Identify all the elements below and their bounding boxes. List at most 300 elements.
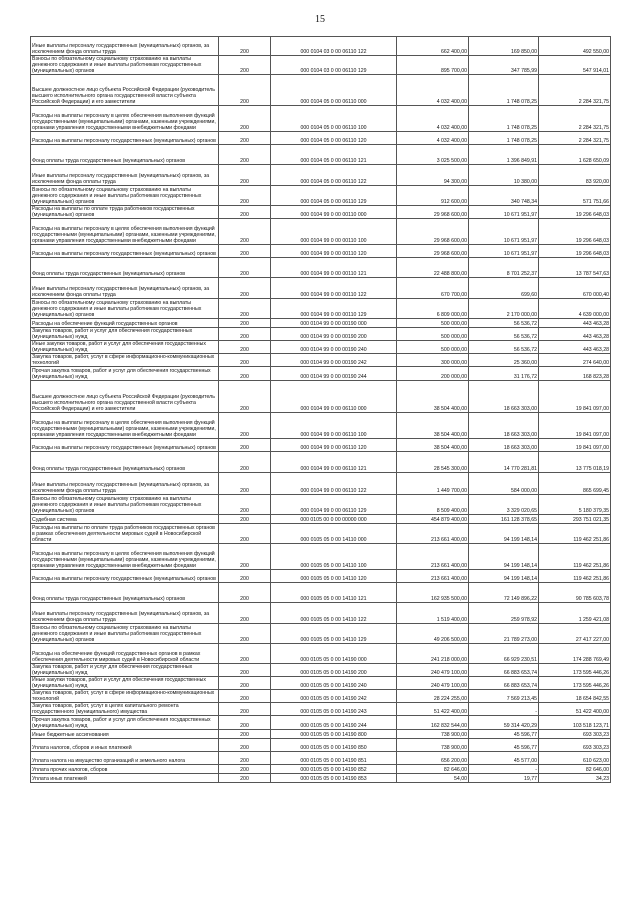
approved-appropriations-cell: 162 935 500,00 bbox=[397, 583, 469, 603]
approved-appropriations-cell: 738 900,00 bbox=[397, 730, 469, 739]
line-code-cell: 200 bbox=[219, 515, 271, 524]
line-code-cell: 200 bbox=[219, 703, 271, 716]
line-code-cell: 200 bbox=[219, 690, 271, 703]
unexecuted-amount-cell: 2 284 321,75 bbox=[539, 75, 611, 106]
expense-name-cell: Расходы на выплаты персоналу в целях обеспечения выполнения функций государственными (муниципальными) органами, казенными учреждениями, органами управления государственными внебюджетными фондами bbox=[31, 544, 219, 570]
table-row bbox=[31, 145, 611, 165]
expense-name-cell: Уплата иных платежей bbox=[31, 774, 219, 783]
approved-appropriations-cell: 49 206 500,00 bbox=[397, 624, 469, 644]
line-code-cell: 200 bbox=[219, 186, 271, 206]
expense-name-cell: Уплата налога на имущество организаций и земельного налога bbox=[31, 752, 219, 765]
expense-name-cell: Закупка товаров, работ, услуг в сфере информационно-коммуникационных технологий bbox=[31, 354, 219, 367]
page-number: 15 bbox=[315, 14, 325, 25]
table-row bbox=[31, 299, 611, 319]
approved-appropriations-cell: 8 509 400,00 bbox=[397, 495, 469, 515]
unexecuted-amount-cell: 443 463,28 bbox=[539, 328, 611, 341]
budget-classification-code-cell: 000 0105 05 0 00 14190 850 bbox=[271, 739, 397, 752]
line-code-cell: 200 bbox=[219, 495, 271, 515]
unexecuted-amount-cell: 119 462 251,86 bbox=[539, 524, 611, 544]
line-code-cell: 200 bbox=[219, 56, 271, 75]
approved-appropriations-cell: 29 968 600,00 bbox=[397, 245, 469, 258]
unexecuted-amount-cell: 443 463,28 bbox=[539, 341, 611, 354]
approved-appropriations-cell: 94 300,00 bbox=[397, 165, 469, 186]
budget-classification-code-cell: 000 0104 99 0 00 06110 122 bbox=[271, 473, 397, 495]
approved-appropriations-cell: 213 661 400,00 bbox=[397, 570, 469, 583]
approved-appropriations-cell: 500 000,00 bbox=[397, 328, 469, 341]
approved-appropriations-cell: 300 000,00 bbox=[397, 354, 469, 367]
table-row bbox=[31, 524, 611, 544]
table-row bbox=[31, 774, 611, 783]
expense-name-cell: Уплата прочих налогов, сборов bbox=[31, 765, 219, 774]
expense-name-cell: Иные бюджетные ассигнования bbox=[31, 730, 219, 739]
budget-classification-code-cell: 000 0105 05 0 00 14110 100 bbox=[271, 544, 397, 570]
approved-appropriations-cell: 28 224 255,00 bbox=[397, 690, 469, 703]
executed-amount-cell: 19,77 bbox=[469, 774, 539, 783]
approved-appropriations-cell: 162 832 544,00 bbox=[397, 716, 469, 730]
table-row bbox=[31, 381, 611, 413]
executed-amount-cell: 45 596,77 bbox=[469, 739, 539, 752]
table-row bbox=[31, 206, 611, 219]
expense-name-cell: Расходы на выплаты персоналу в целях обеспечения выполнения функций государственными (муниципальными) органами, казенными учреждениями, органами управления государственными внебюджетными фондами bbox=[31, 106, 219, 132]
unexecuted-amount-cell: 5 180 379,35 bbox=[539, 495, 611, 515]
table-row bbox=[31, 367, 611, 381]
unexecuted-amount-cell: 18 654 842,55 bbox=[539, 690, 611, 703]
budget-classification-code-cell: 000 0105 05 0 00 14190 851 bbox=[271, 752, 397, 765]
unexecuted-amount-cell: 174 288 769,49 bbox=[539, 644, 611, 664]
executed-amount-cell: 10 380,00 bbox=[469, 165, 539, 186]
approved-appropriations-cell: 1 449 700,00 bbox=[397, 473, 469, 495]
approved-appropriations-cell: 4 032 400,00 bbox=[397, 75, 469, 106]
executed-amount-cell: 31 176,72 bbox=[469, 367, 539, 381]
table-row bbox=[31, 319, 611, 328]
unexecuted-amount-cell: 90 785 603,78 bbox=[539, 583, 611, 603]
unexecuted-amount-cell: 865 699,45 bbox=[539, 473, 611, 495]
expense-name-cell: Иные выплаты персоналу государственных (муниципальных) органов, за исключением фонда оплаты труда bbox=[31, 473, 219, 495]
table-row bbox=[31, 603, 611, 624]
line-code-cell: 200 bbox=[219, 730, 271, 739]
budget-classification-code-cell: 000 0105 05 0 00 14110 000 bbox=[271, 524, 397, 544]
budget-classification-code-cell: 000 0104 99 0 00 00110 000 bbox=[271, 206, 397, 219]
table-row bbox=[31, 245, 611, 258]
unexecuted-amount-cell: 19 841 097,00 bbox=[539, 439, 611, 452]
line-code-cell: 200 bbox=[219, 37, 271, 56]
budget-classification-code-cell: 000 0105 05 0 00 14110 121 bbox=[271, 583, 397, 603]
line-code-cell: 200 bbox=[219, 583, 271, 603]
budget-classification-code-cell: 000 0105 05 0 00 14190 852 bbox=[271, 765, 397, 774]
unexecuted-amount-cell: 547 914,01 bbox=[539, 56, 611, 75]
budget-classification-code-cell: 000 0104 99 0 00 06110 121 bbox=[271, 452, 397, 473]
table-row bbox=[31, 644, 611, 664]
expense-name-cell: Взносы по обязательному социальному страхованию на выплаты денежного содержания и иные выплаты работникам государственных (муниципальных) органов bbox=[31, 299, 219, 319]
table-row bbox=[31, 328, 611, 341]
approved-appropriations-cell: 28 545 300,00 bbox=[397, 452, 469, 473]
approved-appropriations-cell: 200 000,00 bbox=[397, 367, 469, 381]
unexecuted-amount-cell: 693 303,23 bbox=[539, 739, 611, 752]
line-code-cell: 200 bbox=[219, 624, 271, 644]
line-code-cell: 200 bbox=[219, 570, 271, 583]
executed-amount-cell: 94 199 148,14 bbox=[469, 570, 539, 583]
line-code-cell: 200 bbox=[219, 245, 271, 258]
unexecuted-amount-cell: 82 646,00 bbox=[539, 765, 611, 774]
budget-classification-code-cell: 000 0104 05 0 00 06110 120 bbox=[271, 132, 397, 145]
unexecuted-amount-cell: 670 000,40 bbox=[539, 278, 611, 299]
line-code-cell: 200 bbox=[219, 439, 271, 452]
table-row bbox=[31, 341, 611, 354]
line-code-cell: 200 bbox=[219, 774, 271, 783]
expense-name-cell: Взносы по обязательному социальному страхованию на выплаты денежного содержания и иные выплаты работникам государственных (муниципальных) органов bbox=[31, 186, 219, 206]
line-code-cell: 200 bbox=[219, 299, 271, 319]
budget-classification-code-cell: 000 0104 03 0 00 06110 122 bbox=[271, 37, 397, 56]
executed-amount-cell: 699,60 bbox=[469, 278, 539, 299]
expense-name-cell: Высшее должностное лицо субъекта Российской Федерации (руководитель высшего исполнительного органа государственной власти субъекта Российской Федерации) и его заместители bbox=[31, 381, 219, 413]
approved-appropriations-cell: 213 661 400,00 bbox=[397, 544, 469, 570]
executed-amount-cell: 45 577,00 bbox=[469, 752, 539, 765]
executed-amount-cell: 3 329 020,65 bbox=[469, 495, 539, 515]
approved-appropriations-cell: 38 504 400,00 bbox=[397, 439, 469, 452]
unexecuted-amount-cell: 693 303,23 bbox=[539, 730, 611, 739]
unexecuted-amount-cell: 1 628 650,09 bbox=[539, 145, 611, 165]
table-row bbox=[31, 452, 611, 473]
unexecuted-amount-cell: 2 284 321,75 bbox=[539, 106, 611, 132]
unexecuted-amount-cell: 173 595 446,26 bbox=[539, 664, 611, 677]
budget-classification-code-cell: 000 0105 05 0 00 14190 242 bbox=[271, 690, 397, 703]
unexecuted-amount-cell: 13 775 018,19 bbox=[539, 452, 611, 473]
unexecuted-amount-cell: 492 550,00 bbox=[539, 37, 611, 56]
approved-appropriations-cell: 500 000,00 bbox=[397, 341, 469, 354]
approved-appropriations-cell: 38 504 400,00 bbox=[397, 381, 469, 413]
executed-amount-cell: 10 671 951,97 bbox=[469, 245, 539, 258]
unexecuted-amount-cell: 173 595 446,26 bbox=[539, 677, 611, 690]
executed-amount-cell: 340 748,34 bbox=[469, 186, 539, 206]
unexecuted-amount-cell: 19 841 097,00 bbox=[539, 413, 611, 439]
executed-amount-cell: 45 596,77 bbox=[469, 730, 539, 739]
table-row bbox=[31, 354, 611, 367]
budget-classification-code-cell: 000 0104 99 0 00 06110 120 bbox=[271, 439, 397, 452]
line-code-cell: 200 bbox=[219, 677, 271, 690]
budget-classification-code-cell: 000 0105 05 0 00 14110 129 bbox=[271, 624, 397, 644]
unexecuted-amount-cell: 119 462 251,86 bbox=[539, 544, 611, 570]
approved-appropriations-cell: 1 519 400,00 bbox=[397, 603, 469, 624]
expense-name-cell: Фонд оплаты труда государственных (муниципальных) органов bbox=[31, 452, 219, 473]
budget-classification-code-cell: 000 0105 05 0 00 14190 853 bbox=[271, 774, 397, 783]
expense-name-cell: Расходы на выплаты по оплате труда работников государственных органов в рамках обеспечения деятельности мировых судей в Новосибирской области bbox=[31, 524, 219, 544]
line-code-cell: 200 bbox=[219, 752, 271, 765]
unexecuted-amount-cell: 34,23 bbox=[539, 774, 611, 783]
expense-name-cell: Иные закупки товаров, работ и услуг для обеспечения государственных (муниципальных) нужд bbox=[31, 341, 219, 354]
unexecuted-amount-cell: 19 296 648,03 bbox=[539, 245, 611, 258]
line-code-cell: 200 bbox=[219, 328, 271, 341]
budget-classification-code-cell: 000 0105 05 0 00 14110 120 bbox=[271, 570, 397, 583]
approved-appropriations-cell: 241 218 000,00 bbox=[397, 644, 469, 664]
unexecuted-amount-cell: 51 422 400,00 bbox=[539, 703, 611, 716]
executed-amount-cell: 59 314 420,29 bbox=[469, 716, 539, 730]
executed-amount-cell: 25 360,00 bbox=[469, 354, 539, 367]
budget-classification-code-cell: 000 0104 99 0 00 00110 122 bbox=[271, 278, 397, 299]
line-code-cell: 200 bbox=[219, 644, 271, 664]
executed-amount-cell: 584 000,00 bbox=[469, 473, 539, 495]
table-row bbox=[31, 690, 611, 703]
table-row bbox=[31, 106, 611, 132]
approved-appropriations-cell: 51 422 400,00 bbox=[397, 703, 469, 716]
executed-amount-cell: 56 536,72 bbox=[469, 328, 539, 341]
table-row bbox=[31, 752, 611, 765]
table-body bbox=[31, 37, 611, 783]
budget-classification-code-cell: 000 0105 05 0 00 14190 240 bbox=[271, 677, 397, 690]
unexecuted-amount-cell: 571 751,66 bbox=[539, 186, 611, 206]
unexecuted-amount-cell: 1 259 421,08 bbox=[539, 603, 611, 624]
table-row bbox=[31, 413, 611, 439]
approved-appropriations-cell: 6 809 000,00 bbox=[397, 299, 469, 319]
budget-classification-code-cell: 000 0104 99 0 00 06110 000 bbox=[271, 381, 397, 413]
expense-name-cell: Судебная система bbox=[31, 515, 219, 524]
executed-amount-cell: 1 748 078,25 bbox=[469, 106, 539, 132]
budget-classification-code-cell: 000 0105 05 0 00 14110 122 bbox=[271, 603, 397, 624]
approved-appropriations-cell: 500 000,00 bbox=[397, 319, 469, 328]
table-row bbox=[31, 165, 611, 186]
budget-classification-code-cell: 000 0105 05 0 00 14190 800 bbox=[271, 730, 397, 739]
line-code-cell: 200 bbox=[219, 165, 271, 186]
executed-amount-cell: 10 671 951,97 bbox=[469, 206, 539, 219]
unexecuted-amount-cell: 103 518 123,71 bbox=[539, 716, 611, 730]
expense-name-cell: Фонд оплаты труда государственных (муниципальных) органов bbox=[31, 583, 219, 603]
unexecuted-amount-cell: 610 623,00 bbox=[539, 752, 611, 765]
budget-classification-code-cell: 000 0104 05 0 00 06110 121 bbox=[271, 145, 397, 165]
approved-appropriations-cell: 738 900,00 bbox=[397, 739, 469, 752]
approved-appropriations-cell: 38 504 400,00 bbox=[397, 413, 469, 439]
budget-classification-code-cell: 000 0104 99 0 00 00110 129 bbox=[271, 299, 397, 319]
unexecuted-amount-cell: 19 296 648,03 bbox=[539, 219, 611, 245]
table-row bbox=[31, 544, 611, 570]
line-code-cell: 200 bbox=[219, 473, 271, 495]
line-code-cell: 200 bbox=[219, 258, 271, 278]
budget-classification-code-cell: 000 0104 05 0 00 06110 100 bbox=[271, 106, 397, 132]
expense-name-cell: Расходы на выплаты персоналу в целях обеспечения выполнения функций государственными (муниципальными) органами, казенными учреждениями, органами управления государственными внебюджетными фондами bbox=[31, 413, 219, 439]
expense-name-cell: Расходы на обеспечение функций государственных органов bbox=[31, 319, 219, 328]
line-code-cell: 200 bbox=[219, 206, 271, 219]
executed-amount-cell: 7 569 213,45 bbox=[469, 690, 539, 703]
approved-appropriations-cell: 213 661 400,00 bbox=[397, 524, 469, 544]
budget-classification-code-cell: 000 0104 99 0 00 06110 129 bbox=[271, 495, 397, 515]
executed-amount-cell: 1 748 078,25 bbox=[469, 75, 539, 106]
budget-classification-code-cell: 000 0104 05 0 00 06110 122 bbox=[271, 165, 397, 186]
line-code-cell: 200 bbox=[219, 341, 271, 354]
executed-amount-cell: 94 199 148,14 bbox=[469, 544, 539, 570]
approved-appropriations-cell: 29 968 600,00 bbox=[397, 219, 469, 245]
executed-amount-cell: 1 396 849,91 bbox=[469, 145, 539, 165]
executed-amount-cell: 347 785,99 bbox=[469, 56, 539, 75]
line-code-cell: 200 bbox=[219, 367, 271, 381]
table-row bbox=[31, 56, 611, 75]
approved-appropriations-cell: 895 700,00 bbox=[397, 56, 469, 75]
executed-amount-cell: 2 170 000,00 bbox=[469, 299, 539, 319]
executed-amount-cell: 66 883 653,74 bbox=[469, 664, 539, 677]
budget-classification-code-cell: 000 0104 99 0 00 00190 200 bbox=[271, 328, 397, 341]
expense-name-cell: Взносы по обязательному социальному страхованию на выплаты денежного содержания и иные выплаты работникам государственных (муниципальных) органов bbox=[31, 495, 219, 515]
expense-name-cell: Расходы на выплаты персоналу государственных (муниципальных) органов bbox=[31, 245, 219, 258]
table-row bbox=[31, 132, 611, 145]
line-code-cell: 200 bbox=[219, 106, 271, 132]
table-row bbox=[31, 677, 611, 690]
expense-name-cell: Иные выплаты персоналу государственных (муниципальных) органов, за исключением фонда оплаты труда bbox=[31, 603, 219, 624]
executed-amount-cell: 21 789 273,00 bbox=[469, 624, 539, 644]
approved-appropriations-cell: 240 479 100,00 bbox=[397, 677, 469, 690]
budget-classification-code-cell: 000 0104 99 0 00 00110 100 bbox=[271, 219, 397, 245]
executed-amount-cell: 94 199 148,14 bbox=[469, 524, 539, 544]
line-code-cell: 200 bbox=[219, 716, 271, 730]
budget-classification-code-cell: 000 0104 05 0 00 06110 000 bbox=[271, 75, 397, 106]
budget-classification-code-cell: 000 0104 99 0 00 00190 000 bbox=[271, 319, 397, 328]
executed-amount-cell: 72 149 896,22 bbox=[469, 583, 539, 603]
budget-classification-code-cell: 000 0105 05 0 00 14190 200 bbox=[271, 664, 397, 677]
table-row bbox=[31, 515, 611, 524]
budget-classification-code-cell: 000 0104 03 0 00 06110 129 bbox=[271, 56, 397, 75]
unexecuted-amount-cell: 19 841 097,00 bbox=[539, 381, 611, 413]
approved-appropriations-cell: 912 600,00 bbox=[397, 186, 469, 206]
table-row bbox=[31, 278, 611, 299]
expense-name-cell: Расходы на выплаты персоналу в целях обеспечения выполнения функций государственными (муниципальными) органами, казенными учреждениями, органами управления государственными внебюджетными фондами bbox=[31, 219, 219, 245]
executed-amount-cell: 56 536,72 bbox=[469, 341, 539, 354]
table-row bbox=[31, 570, 611, 583]
table-row bbox=[31, 439, 611, 452]
unexecuted-amount-cell: 2 284 321,75 bbox=[539, 132, 611, 145]
line-code-cell: 200 bbox=[219, 739, 271, 752]
executed-amount-cell: 14 770 281,81 bbox=[469, 452, 539, 473]
budget-classification-code-cell: 000 0104 99 0 00 00190 240 bbox=[271, 341, 397, 354]
line-code-cell: 200 bbox=[219, 145, 271, 165]
table-row bbox=[31, 495, 611, 515]
table-row bbox=[31, 716, 611, 730]
expense-name-cell: Расходы на обеспечение функций государственных органов в рамках обеспечения деятельности мировых судей в Новосибирской области bbox=[31, 644, 219, 664]
approved-appropriations-cell: 3 025 500,00 bbox=[397, 145, 469, 165]
unexecuted-amount-cell: 119 462 251,86 bbox=[539, 570, 611, 583]
approved-appropriations-cell: 4 032 400,00 bbox=[397, 106, 469, 132]
line-code-cell: 200 bbox=[219, 75, 271, 106]
unexecuted-amount-cell: 274 640,00 bbox=[539, 354, 611, 367]
unexecuted-amount-cell: 13 787 547,63 bbox=[539, 258, 611, 278]
executed-amount-cell: 18 663 303,00 bbox=[469, 413, 539, 439]
line-code-cell: 200 bbox=[219, 544, 271, 570]
expense-name-cell: Иные выплаты персоналу государственных (муниципальных) органов, за исключением фонда оплаты труда bbox=[31, 37, 219, 56]
expense-name-cell: Закупка товаров, работ, услуг в сфере информационно-коммуникационных технологий bbox=[31, 690, 219, 703]
budget-classification-code-cell: 000 0104 99 0 00 06110 100 bbox=[271, 413, 397, 439]
budget-classification-code-cell: 000 0104 99 0 00 00190 242 bbox=[271, 354, 397, 367]
table-row bbox=[31, 75, 611, 106]
executed-amount-cell: 161 128 378,65 bbox=[469, 515, 539, 524]
budget-execution-table bbox=[30, 36, 611, 783]
budget-classification-code-cell: 000 0105 05 0 00 14190 000 bbox=[271, 644, 397, 664]
expense-name-cell: Взносы по обязательному социальному страхованию на выплаты денежного содержания и иные выплаты работникам государственных (муниципальных) органов bbox=[31, 56, 219, 75]
expense-name-cell: Высшее должностное лицо субъекта Российской Федерации (руководитель высшего исполнительного органа государственной власти субъекта Российской Федерации) и его заместители bbox=[31, 75, 219, 106]
expense-name-cell: Взносы по обязательному социальному страхованию на выплаты денежного содержания и иные выплаты работникам государственных (муниципальных) органов bbox=[31, 624, 219, 644]
expense-name-cell: Закупка товаров, работ и услуг для обеспечения государственных (муниципальных) нужд bbox=[31, 664, 219, 677]
approved-appropriations-cell: 240 479 100,00 bbox=[397, 664, 469, 677]
table-row bbox=[31, 219, 611, 245]
executed-amount-cell: 10 671 951,97 bbox=[469, 219, 539, 245]
line-code-cell: 200 bbox=[219, 452, 271, 473]
budget-classification-code-cell: 000 0104 99 0 00 00190 244 bbox=[271, 367, 397, 381]
executed-amount-cell: 66 883 653,74 bbox=[469, 677, 539, 690]
table-row bbox=[31, 664, 611, 677]
unexecuted-amount-cell: 443 463,28 bbox=[539, 319, 611, 328]
executed-amount-cell: 18 663 303,00 bbox=[469, 439, 539, 452]
budget-classification-code-cell: 000 0105 05 0 00 14190 243 bbox=[271, 703, 397, 716]
approved-appropriations-cell: 82 646,00 bbox=[397, 765, 469, 774]
approved-appropriations-cell: 29 968 600,00 bbox=[397, 206, 469, 219]
expense-name-cell: Фонд оплаты труда государственных (муниципальных) органов bbox=[31, 145, 219, 165]
executed-amount-cell: - bbox=[469, 765, 539, 774]
approved-appropriations-cell: 22 488 800,00 bbox=[397, 258, 469, 278]
expense-name-cell: Закупка товаров, работ и услуг для обеспечения государственных (муниципальных) нужд bbox=[31, 328, 219, 341]
executed-amount-cell: 18 663 303,00 bbox=[469, 381, 539, 413]
expense-name-cell: Иные закупки товаров, работ и услуг для обеспечения государственных (муниципальных) нужд bbox=[31, 677, 219, 690]
budget-classification-code-cell: 000 0104 05 0 00 06110 129 bbox=[271, 186, 397, 206]
table-row bbox=[31, 258, 611, 278]
budget-classification-code-cell: 000 0105 05 0 00 14190 244 bbox=[271, 716, 397, 730]
line-code-cell: 200 bbox=[219, 354, 271, 367]
unexecuted-amount-cell: 4 639 000,00 bbox=[539, 299, 611, 319]
unexecuted-amount-cell: 27 417 227,00 bbox=[539, 624, 611, 644]
budget-classification-code-cell: 000 0105 00 0 00 00000 000 bbox=[271, 515, 397, 524]
line-code-cell: 200 bbox=[219, 524, 271, 544]
line-code-cell: 200 bbox=[219, 319, 271, 328]
table-row bbox=[31, 703, 611, 716]
unexecuted-amount-cell: 168 823,28 bbox=[539, 367, 611, 381]
expense-name-cell: Фонд оплаты труда государственных (муниципальных) органов bbox=[31, 258, 219, 278]
table-row bbox=[31, 583, 611, 603]
expense-name-cell: Расходы на выплаты персоналу государственных (муниципальных) органов bbox=[31, 132, 219, 145]
expense-name-cell: Уплата налогов, сборов и иных платежей bbox=[31, 739, 219, 752]
line-code-cell: 200 bbox=[219, 413, 271, 439]
expense-name-cell: Закупка товаров, работ, услуг в целях капитального ремонта государственного (муниципального) имущества bbox=[31, 703, 219, 716]
executed-amount-cell: 169 850,00 bbox=[469, 37, 539, 56]
expense-name-cell: Расходы на выплаты по оплате труда работников государственных (муниципальных) органов bbox=[31, 206, 219, 219]
line-code-cell: 200 bbox=[219, 132, 271, 145]
approved-appropriations-cell: 454 879 400,00 bbox=[397, 515, 469, 524]
table-row bbox=[31, 765, 611, 774]
line-code-cell: 200 bbox=[219, 765, 271, 774]
line-code-cell: 200 bbox=[219, 664, 271, 677]
table-row bbox=[31, 739, 611, 752]
line-code-cell: 200 bbox=[219, 278, 271, 299]
approved-appropriations-cell: 4 032 400,00 bbox=[397, 132, 469, 145]
approved-appropriations-cell: 670 700,00 bbox=[397, 278, 469, 299]
expense-name-cell: Прочая закупка товаров, работ и услуг для обеспечения государственных (муниципальных) нужд bbox=[31, 367, 219, 381]
table-row bbox=[31, 186, 611, 206]
approved-appropriations-cell: 656 200,00 bbox=[397, 752, 469, 765]
expense-name-cell: Прочая закупка товаров, работ и услуг для обеспечения государственных (муниципальных) нужд bbox=[31, 716, 219, 730]
budget-classification-code-cell: 000 0104 99 0 00 00110 120 bbox=[271, 245, 397, 258]
expense-name-cell: Иные выплаты персоналу государственных (муниципальных) органов, за исключением фонда оплаты труда bbox=[31, 278, 219, 299]
table-row bbox=[31, 473, 611, 495]
expense-name-cell: Расходы на выплаты персоналу государственных (муниципальных) органов bbox=[31, 439, 219, 452]
approved-appropriations-cell: 54,00 bbox=[397, 774, 469, 783]
executed-amount-cell: 66 929 230,51 bbox=[469, 644, 539, 664]
executed-amount-cell: - bbox=[469, 703, 539, 716]
budget-classification-code-cell: 000 0104 99 0 00 00110 121 bbox=[271, 258, 397, 278]
executed-amount-cell: 259 978,92 bbox=[469, 603, 539, 624]
line-code-cell: 200 bbox=[219, 603, 271, 624]
table-row bbox=[31, 37, 611, 56]
executed-amount-cell: 8 701 252,37 bbox=[469, 258, 539, 278]
approved-appropriations-cell: 662 400,00 bbox=[397, 37, 469, 56]
unexecuted-amount-cell: 293 751 021,35 bbox=[539, 515, 611, 524]
executed-amount-cell: 1 748 078,25 bbox=[469, 132, 539, 145]
table-row bbox=[31, 624, 611, 644]
table-row bbox=[31, 730, 611, 739]
line-code-cell: 200 bbox=[219, 381, 271, 413]
expense-name-cell: Расходы на выплаты персоналу государственных (муниципальных) органов bbox=[31, 570, 219, 583]
executed-amount-cell: 56 536,72 bbox=[469, 319, 539, 328]
